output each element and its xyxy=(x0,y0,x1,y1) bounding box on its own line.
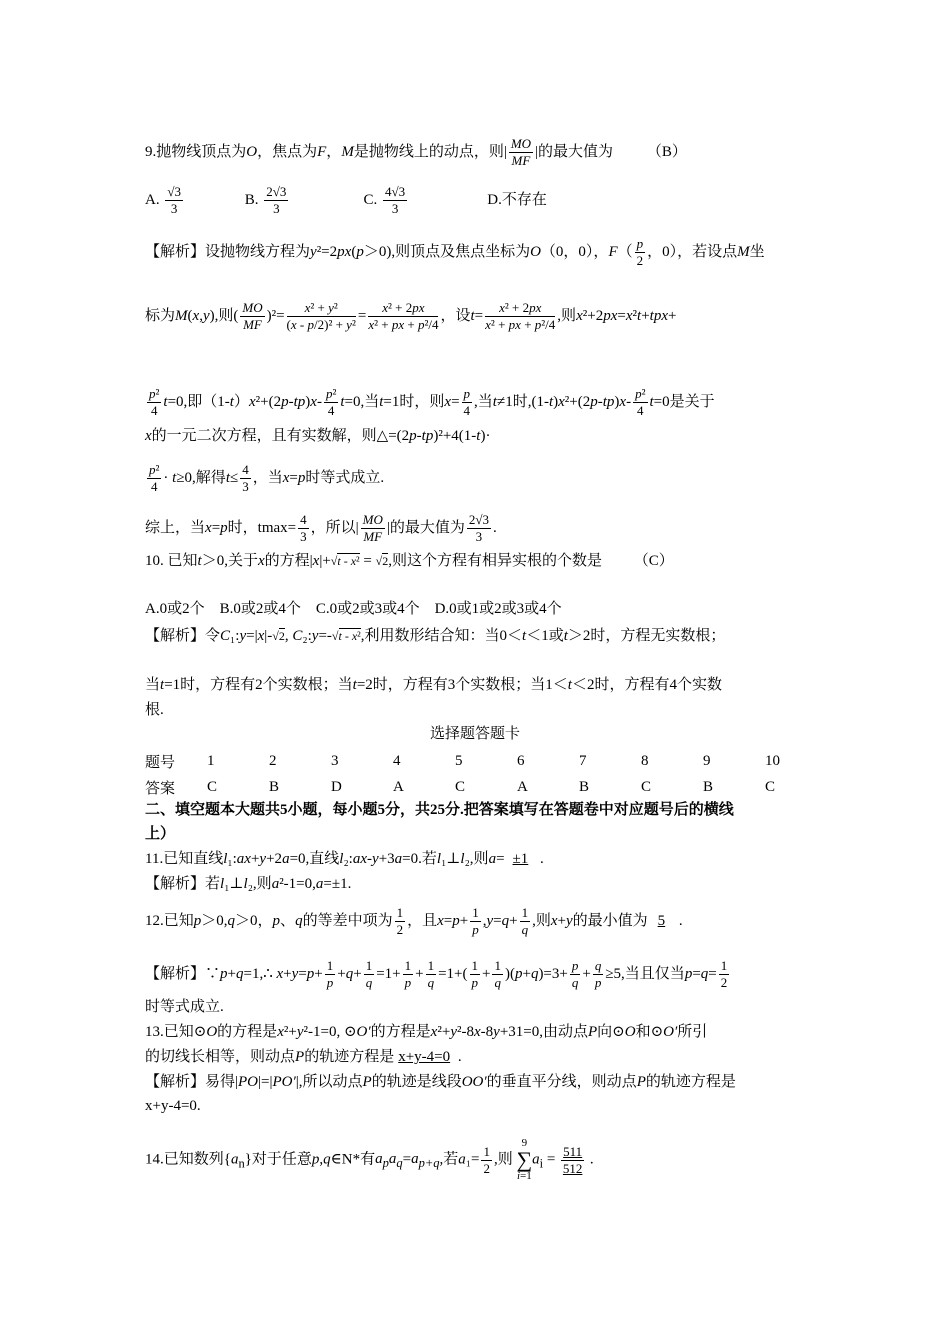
number-cell: 4 xyxy=(393,752,401,769)
q9-analysis-line6: 综上，当x=p时，tmax= $\frac{4}{3}$ ，所以| $\frac{MO}{MF}$ |的最大值为 $\frac{2√3}{3}$ . xyxy=(145,512,497,544)
q9-option-a: A. $\frac{√3}{3}$ xyxy=(145,184,181,216)
q10-analysis-line3: 根. xyxy=(145,702,164,718)
answer-cell: B xyxy=(703,778,714,795)
q9-analysis-line4: x的一元二次方程，且有实数解，则△=(2p-tp)²+4(1-t)· xyxy=(145,428,491,444)
q12-analysis-line2: 时等式成立. xyxy=(145,999,224,1015)
q11-blank: ±1 xyxy=(512,851,529,867)
q9-analysis-line2: 标为M(x,y),则( $\frac{MO}{MF}$ )²= $\frac{\text{x² + y²}}{\text{(x - p/2)² + y²}}$ = $\frac{\text{x² + 2px}}{\text{x² + px + p²/4}}$ ，设t= $\frac{\text{x² + 2px}}{\text{x² + px + p²/4}}$ ,则x²+2px=x²t+tpx+ xyxy=(145,300,677,332)
q10-answer: （C） xyxy=(633,553,674,569)
q9-option-c: C. $\frac{4√3}{3}$ xyxy=(363,184,406,216)
q12-analysis: 【解析】∵p+q=1,∴ x+y=p+ $\frac{1}{p}$ +q+ $\frac{1}{q}$ =1+ $\frac{1}{p}$ + $\frac{1}{q}$ =1+( $\frac{1}{p}$ + $\frac{1}{q}$ )(p+q)=3+ $\frac{p}{q}$ + $\frac{q}{p}$ ≥5,当且仅当p=q= $\frac{1}{2}$ xyxy=(145,958,728,990)
q14-blank: $\frac{511}{512}$ xyxy=(562,1143,583,1176)
q11-stem: 11.已知直线l₁:ax+y+2a=0,直线l₂:ax-y+3a=0.若l₁⊥l₂,则a= ±1 . xyxy=(145,851,544,867)
q9-stem: 9.抛物线顶点为O，焦点为F，M是抛物线上的动点，则| $\frac{MO}{MF}$ |的最大值为 （B） xyxy=(145,136,687,168)
answer-card-answer-row xyxy=(145,774,827,800)
q9-options xyxy=(145,184,547,217)
number-cell: 8 xyxy=(641,752,649,769)
number-cell: 3 xyxy=(331,752,339,769)
q13-stem-line1: 13.已知⊙O的方程是x²+y²-1=0, ⊙O′的方程是x²+y²-8x-8y+31=0,由动点P向⊙O和⊙O′所引 xyxy=(145,1024,708,1040)
section2-heading-line2: 上） xyxy=(145,826,176,842)
answer-cell: D xyxy=(331,778,342,795)
q13-analysis-line1: 【解析】易得|PO|=|PO′|,所以动点P的轨迹是线段OO′的垂直平分线，则动点P的轨迹方程是 xyxy=(145,1074,736,1090)
answer-cell: A xyxy=(517,778,528,795)
q13-stem-line2: 的切线长相等，则动点P的轨迹方程是 x+y-4=0 . xyxy=(145,1049,462,1065)
q14-stem: 14.已知数列$\{a_n\}$对于任意p,q∈N*有$a_pa_q=a_{p+q}$,若a₁= $\frac{1}{2}$ ,则 9 ∑ $i=1a_i$ = $\frac{511}{512}$ . xyxy=(145,1137,594,1182)
answer-cell: B xyxy=(269,778,280,795)
answer-cell: C xyxy=(455,778,466,795)
number-cell: 1 xyxy=(207,752,215,769)
row-label-answer: 答案 xyxy=(145,780,176,797)
row-label-number: 题号 xyxy=(145,754,176,771)
answer-card-table xyxy=(145,748,827,800)
number-cell: 7 xyxy=(579,752,587,769)
answer-card-number-row xyxy=(145,748,827,774)
q13-blank: x+y-4=0 xyxy=(398,1049,451,1065)
answer-cell: C xyxy=(641,778,652,795)
section2-heading-line1: 二、填空题本大题共5小题，每小题5分，共25分.把答案填写在答题卷中对应题号后的横线 xyxy=(145,802,734,818)
q9-option-b: B. $\frac{2√3}{3}$ xyxy=(244,184,287,216)
answer-cell: C xyxy=(765,778,776,795)
answer-cell: C xyxy=(207,778,218,795)
q10-analysis-line2: 当t=1时，方程有2个实数根；当t=2时，方程有3个实数根；当1＜t＜2时，方程有4个实数 xyxy=(145,677,722,693)
q9-analysis-line3: $\frac{\text{p²}}{4}$ t=0,即（1-t）x²+(2p-tp)x- $\frac{\text{p²}}{4}$ t=0,当t=1时，则x= $\frac{p}{4}$ ,当t≠1时,(1-t)x²+(2p-tp)x- $\frac{\text{p²}}{4}$ t=0是关于 xyxy=(149,386,715,418)
q9-answer: （B） xyxy=(646,143,687,160)
q13-analysis-line2: x+y-4=0. xyxy=(145,1098,201,1114)
q12-blank: 5 xyxy=(657,912,666,929)
q12-stem: 12.已知p＞0,q＞0，p、q的等差中项为 $\frac{1}{2}$ ，且x=p+ $\frac{1}{p}$ ,y=q+ $\frac{1}{q}$ ,则x+y的最小值为 5 . xyxy=(145,905,683,937)
q9-option-d: D.不存在 xyxy=(487,191,547,208)
q9-analysis-line5: $\frac{\text{p²}}{4}$ · t≥0,解得t≤ $\frac{4}{3}$ ，当x=p时等式成立. xyxy=(149,462,385,494)
number-cell: 5 xyxy=(455,752,463,769)
number-cell: 10 xyxy=(765,752,780,769)
number-cell: 6 xyxy=(517,752,525,769)
answer-cell: B xyxy=(579,778,590,795)
q10-options: A.0或2个 B.0或2或4个 C.0或2或3或4个 D.0或1或2或3或4个 xyxy=(145,601,562,617)
q11-analysis: 【解析】若l₁⊥l₂,则a²-1=0,a=±1. xyxy=(145,876,352,892)
answer-cell: A xyxy=(393,778,404,795)
number-cell: 2 xyxy=(269,752,277,769)
q10-analysis-line1: 【解析】令C₁:y=|x|-√2, C₂:y=-√t - x²,利用数形结合知：当0＜t＜1或t＞2时，方程无实数根； xyxy=(145,628,726,644)
answer-card-title: 选择题答题卡 xyxy=(429,726,520,742)
q9-analysis-line1: 【解析】设抛物线方程为y²=2px(p＞0),则顶点及焦点坐标为O（0，0），F（ $\frac{p}{2}$ ，0），若设点M坐 xyxy=(145,236,765,268)
q10-stem: 10. 已知t＞0,关于x的方程|x|+√t - x² = √2,则这个方程有相异实根的个数是 （C） xyxy=(145,553,674,569)
number-cell: 9 xyxy=(703,752,711,769)
